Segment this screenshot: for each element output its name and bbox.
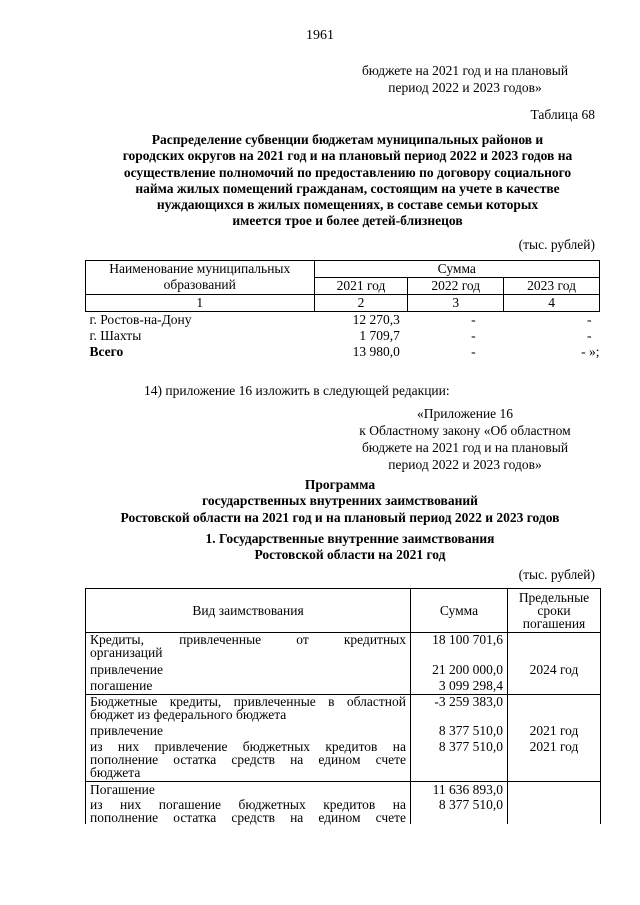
table68: [85, 260, 600, 360]
row-label: из них погашение бюджетных кредитов на пополнение остатка средств на едином счете: [86, 796, 411, 824]
unit-label: (тыс. рублей): [518, 237, 595, 252]
section-title: [110, 531, 590, 564]
col-number: 1: [86, 295, 315, 312]
table-row: [86, 796, 601, 824]
unit-label: (тыс. рублей): [518, 567, 595, 582]
title-line: найма жилых помещений гражданам, состоящим на учете в качестве: [135, 180, 560, 196]
appendix-caption: [330, 405, 600, 473]
year-header: 2022 год: [408, 278, 504, 295]
title-line: государственных внутренних заимствований: [202, 493, 478, 509]
table-row: [86, 659, 601, 676]
row-label: из них привлечение бюджетных кредитов на пополнение остатка средств на едином счете бюджета: [86, 737, 411, 782]
sum-header: Сумма: [314, 261, 599, 278]
program-title: [30, 477, 640, 526]
caption-line: период 2022 и 2023 годов»: [388, 457, 542, 472]
value-2021: 1 709,7: [359, 328, 400, 343]
title-line: 1. Государственные внутренние заимствования: [205, 531, 495, 546]
table-row: [86, 721, 601, 737]
borrowings-table: [85, 588, 601, 824]
col-name-header: Наименование муниципальных образований: [86, 261, 315, 295]
title-line: Ростовской области на 2021 год: [254, 547, 446, 563]
row-label: привлечение: [86, 721, 411, 737]
caption-line: бюджете на 2021 год и на плановый: [361, 63, 569, 78]
row-term: [508, 695, 601, 722]
row-sum: 8 377 510,0: [411, 737, 508, 782]
term-header: Предельные сроки погашения: [508, 589, 601, 633]
title-line: Ростовской области на 2021 год и на плановый период 2022 и 2023 годов: [120, 509, 560, 525]
caption-line: бюджете на 2021 год и на плановый: [361, 440, 569, 455]
value-2023: -: [587, 328, 592, 343]
title-line: осуществление полномочий по предоставлению по договору социального: [123, 164, 572, 180]
type-header: Вид заимствования: [86, 589, 411, 633]
row-sum: 21 200 000,0: [411, 659, 508, 676]
row-name: г. Шахты: [89, 328, 142, 343]
table-label: Таблица 68: [530, 107, 595, 122]
value-2022: -: [471, 344, 476, 359]
sum-header: Сумма: [411, 589, 508, 633]
row-sum: 8 377 510,0: [411, 721, 508, 737]
value-2023: - »;: [581, 344, 600, 359]
title-line: нуждающихся в жилых помещениях, в составе семьи которых: [156, 197, 539, 213]
caption-line: «Приложение 16: [416, 406, 514, 421]
row-name: г. Ростов-на-Дону: [89, 312, 192, 327]
year-header: 2023 год: [504, 278, 600, 295]
row-sum: 3 099 298,4: [411, 676, 508, 695]
row-name: Всего: [89, 344, 124, 359]
row-sum: 11 636 893,0: [411, 782, 508, 797]
row-term: 2021 год: [508, 737, 601, 782]
row-term: 2021 год: [508, 721, 601, 737]
row-label: Погашение: [86, 782, 411, 797]
table-header-row: [86, 589, 601, 633]
previous-appendix-caption: [330, 62, 600, 96]
row-label: Бюджетные кредиты, привлеченные в областной бюджет из федерального бюджета: [86, 695, 411, 722]
page-number: 1961: [306, 28, 334, 43]
table-row: [86, 737, 601, 782]
row-term: [508, 633, 601, 660]
row-sum: 8 377 510,0: [411, 796, 508, 824]
year-header: 2021 год: [314, 278, 408, 295]
table-row: [86, 676, 601, 695]
table-row: [86, 782, 601, 797]
caption-line: к Областному закону «Об областном: [359, 423, 571, 438]
table-row: [86, 344, 600, 360]
row-label: погашение: [86, 676, 411, 695]
table-row: [86, 695, 601, 722]
table-row: [86, 633, 601, 660]
caption-line: период 2022 и 2023 годов»: [388, 80, 542, 95]
table-row: [86, 312, 600, 329]
table68-title: [75, 132, 620, 230]
value-2021: 13 980,0: [352, 344, 400, 359]
col-number: 3: [408, 295, 504, 312]
col-number-row: [86, 295, 600, 312]
col-number: 2: [314, 295, 408, 312]
row-sum: -3 259 383,0: [411, 695, 508, 722]
amendment-item: 14) приложение 16 изложить в следующей редакции:: [144, 383, 450, 398]
row-label: привлечение: [86, 659, 411, 676]
row-sum: 18 100 701,6: [411, 633, 508, 660]
title-line: Распределение субвенции бюджетам муниципальных районов и: [151, 132, 544, 147]
row-term: [508, 782, 601, 797]
value-2021: 12 270,3: [352, 312, 400, 327]
row-term: 2024 год: [508, 659, 601, 676]
row-term: [508, 796, 601, 824]
value-2022: -: [471, 328, 476, 343]
value-2022: -: [471, 312, 476, 327]
table-header-row: [86, 261, 600, 278]
row-term: [508, 676, 601, 695]
title-line: городских округов на 2021 год и на плановый период 2022 и 2023 годов на: [122, 148, 573, 164]
row-label: Кредиты, привлеченные от кредитных организаций: [86, 633, 411, 660]
title-line: Программа: [304, 477, 376, 492]
table-row: [86, 328, 600, 344]
title-line: имеется трое и более детей-близнецов: [232, 213, 463, 229]
col-number: 4: [504, 295, 600, 312]
value-2023: -: [587, 312, 592, 327]
